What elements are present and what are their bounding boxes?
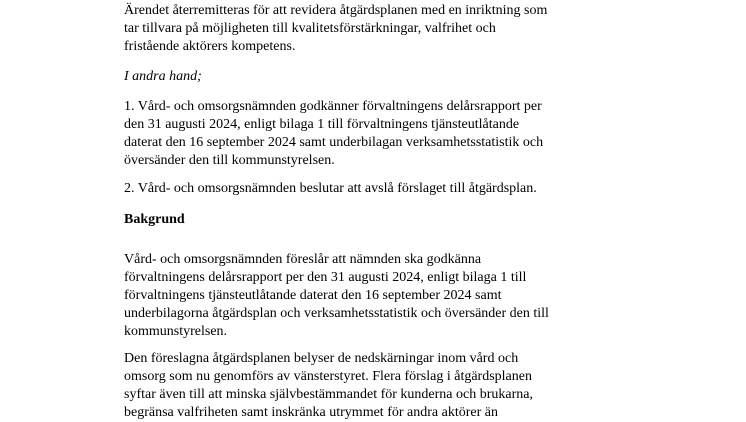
proposal-item-1: 1. Vård- och omsorgsnämnden godkänner förvaltningens delårsrapport per den 31 augusti 2024, enligt bilaga 1 till förvaltningens tjänsteutlåtande daterat den 16 september 2024 samt underbilagan verksamhetsstatistik och översänder den till kommunstyrelsen.: [124, 99, 544, 168]
proposal-item-2: 2. Vård- och omsorgsnämnden beslutar att avslå förslaget till åtgärdsplan.: [124, 181, 537, 196]
background-paragraph-1: Vård- och omsorgsnämnden föreslår att nämnden ska godkänna förvaltningens delårsrapport per den 31 augusti 2024, enligt bilaga 1 till förvaltningens tjänsteutlåtande daterat den 16 september 2024 samt underbilagorna åtgärdsplan och verksamhetsstatistik och översänder den till kommunstyrelsen.: [124, 252, 549, 339]
intro-paragraph: Ärendet återremitteras för att revidera åtgärdsplanen med en inriktning som tar tillvara på möjligheten till kvalitetsförstärkningar, valfrihet och fristående aktörers kompetens.: [124, 3, 548, 54]
second-hand-label: I andra hand;: [124, 69, 202, 84]
background-paragraph-2: Den föreslagna åtgärdsplanen belyser de nedskärningar inom vård och omsorg som nu genomförs av vänsterstyret. Flera förslag i åtgärdsplanen syftar även till att minska självbestämmandet för kunderna och brukarna, begränsa valfriheten samt inskränka utrymmet för andra aktörer än: [124, 351, 533, 420]
section-heading: Bakgrund: [124, 212, 185, 227]
